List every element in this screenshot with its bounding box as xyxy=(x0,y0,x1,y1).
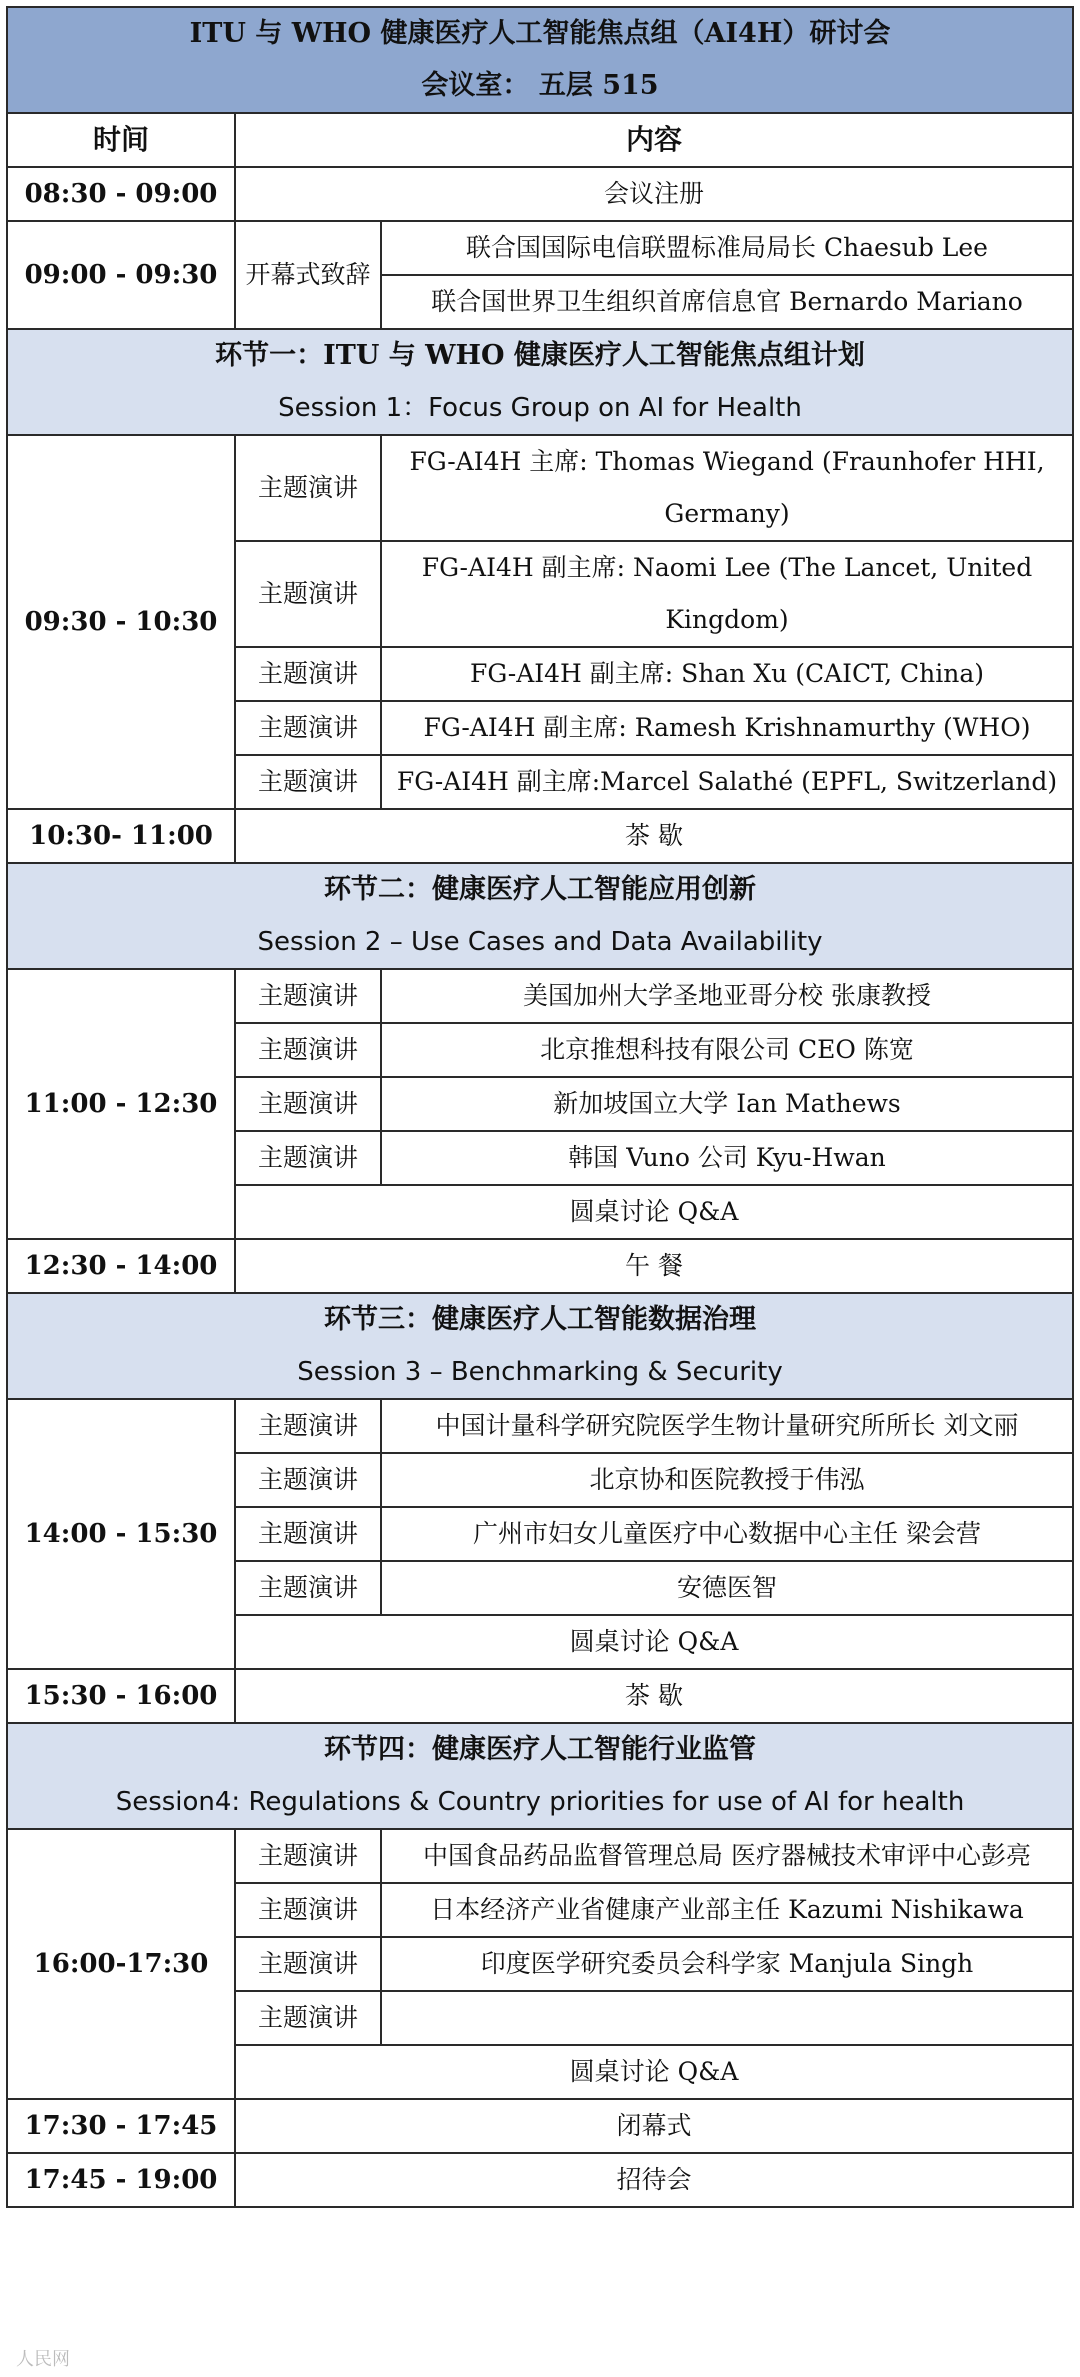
section-header xyxy=(7,863,1073,969)
role-cell: 主题演讲 xyxy=(235,541,381,647)
room-label: 会议室： 五层 515 xyxy=(421,70,659,101)
speaker-cell: 中国食品药品监督管理总局 医疗器械技术审评中心彭亮 xyxy=(381,1829,1073,1883)
time-cell: 10:30- 11:00 xyxy=(7,809,235,863)
table-row xyxy=(7,2153,1073,2207)
section-header xyxy=(7,329,1073,435)
table-row xyxy=(7,1239,1073,1293)
section-title-zh: 环节四：健康医疗人工智能行业监管 xyxy=(324,1734,756,1765)
role-cell: 主题演讲 xyxy=(235,1883,381,1937)
time-cell: 11:00 - 12:30 xyxy=(7,969,235,1239)
section-header xyxy=(7,1293,1073,1399)
section-title-zh: 环节二：健康医疗人工智能应用创新 xyxy=(324,874,756,905)
content-cell: 招待会 xyxy=(235,2153,1073,2207)
role-cell: 主题演讲 xyxy=(235,755,381,809)
speaker-cell: FG-AI4H 副主席: Ramesh Krishnamurthy (WHO) xyxy=(381,701,1073,755)
section-row xyxy=(7,1293,1073,1399)
speaker-cell: FG-AI4H 副主席:Marcel Salathé (EPFL, Switzerland) xyxy=(381,755,1073,809)
content-cell: 茶 歇 xyxy=(235,809,1073,863)
table-row xyxy=(7,1669,1073,1723)
speaker-cell: 广州市妇女儿童医疗中心数据中心主任 梁会营 xyxy=(381,1507,1073,1561)
time-cell: 12:30 - 14:00 xyxy=(7,1239,235,1293)
table-row xyxy=(7,221,1073,275)
speaker-cell: FG-AI4H 主席: Thomas Wiegand (Fraunhofer HHI, Germany) xyxy=(381,435,1073,541)
table-row xyxy=(7,1829,1073,1883)
content-cell: 午 餐 xyxy=(235,1239,1073,1293)
speaker-cell xyxy=(381,1991,1073,2045)
time-cell: 16:00-17:30 xyxy=(7,1829,235,2099)
role-cell: 主题演讲 xyxy=(235,1131,381,1185)
section-title-en: Session 1：Focus Group on AI for Health xyxy=(278,393,802,423)
section-row xyxy=(7,1723,1073,1829)
speaker-cell: 美国加州大学圣地亚哥分校 张康教授 xyxy=(381,969,1073,1023)
role-cell: 主题演讲 xyxy=(235,1937,381,1991)
roundtable-cell: 圆桌讨论 Q&A xyxy=(235,1615,1073,1669)
time-cell: 08:30 - 09:00 xyxy=(7,167,235,221)
table-title xyxy=(7,7,1073,113)
time-column-header: 时间 xyxy=(7,113,235,167)
table-row xyxy=(7,435,1073,541)
speaker-cell: 印度医学研究委员会科学家 Manjula Singh xyxy=(381,1937,1073,1991)
section-title-zh: 环节三：健康医疗人工智能数据治理 xyxy=(324,1304,756,1335)
column-header-row xyxy=(7,113,1073,167)
section-title-en: Session 2 – Use Cases and Data Availability xyxy=(257,927,823,957)
time-cell: 17:30 - 17:45 xyxy=(7,2099,235,2153)
table-row xyxy=(7,1399,1073,1453)
speaker-cell: 新加坡国立大学 Ian Mathews xyxy=(381,1077,1073,1131)
speaker-cell: 北京推想科技有限公司 CEO 陈宽 xyxy=(381,1023,1073,1077)
time-cell: 14:00 - 15:30 xyxy=(7,1399,235,1669)
role-cell: 主题演讲 xyxy=(235,1991,381,2045)
speaker-cell: 安德医智 xyxy=(381,1561,1073,1615)
role-cell: 主题演讲 xyxy=(235,1399,381,1453)
roundtable-cell: 圆桌讨论 Q&A xyxy=(235,2045,1073,2099)
table-row xyxy=(7,2099,1073,2153)
section-header xyxy=(7,1723,1073,1829)
speaker-cell: 中国计量科学研究院医学生物计量研究所所长 刘文丽 xyxy=(381,1399,1073,1453)
speaker-cell: 联合国国际电信联盟标准局局长 Chaesub Lee xyxy=(381,221,1073,275)
section-title-zh: 环节一：ITU 与 WHO 健康医疗人工智能焦点组计划 xyxy=(215,340,865,371)
section-row xyxy=(7,329,1073,435)
content-column-header: 内容 xyxy=(235,113,1073,167)
speaker-cell: FG-AI4H 副主席: Shan Xu (CAICT, China) xyxy=(381,647,1073,701)
time-cell: 09:00 - 09:30 xyxy=(7,221,235,329)
speaker-cell: 韩国 Vuno 公司 Kyu-Hwan xyxy=(381,1131,1073,1185)
time-cell: 17:45 - 19:00 xyxy=(7,2153,235,2207)
schedule-page xyxy=(6,6,1072,2208)
role-cell: 主题演讲 xyxy=(235,1829,381,1883)
speaker-cell: FG-AI4H 副主席: Naomi Lee (The Lancet, United Kingdom) xyxy=(381,541,1073,647)
roundtable-cell: 圆桌讨论 Q&A xyxy=(235,1185,1073,1239)
event-title: ITU 与 WHO 健康医疗人工智能焦点组（AI4H）研讨会 xyxy=(189,18,891,49)
role-cell: 主题演讲 xyxy=(235,701,381,755)
section-title-en: Session 3 – Benchmarking & Security xyxy=(297,1357,783,1387)
watermark: 人民网 xyxy=(16,2349,70,2370)
content-cell: 茶 歇 xyxy=(235,1669,1073,1723)
section-title-en: Session4: Regulations & Country priorities for use of AI for health xyxy=(115,1787,965,1817)
role-cell: 主题演讲 xyxy=(235,435,381,541)
role-cell: 主题演讲 xyxy=(235,1453,381,1507)
speaker-cell: 联合国世界卫生组织首席信息官 Bernardo Mariano xyxy=(381,275,1073,329)
schedule-table xyxy=(6,6,1074,2208)
time-cell: 15:30 - 16:00 xyxy=(7,1669,235,1723)
role-cell: 主题演讲 xyxy=(235,1023,381,1077)
role-cell: 主题演讲 xyxy=(235,647,381,701)
content-cell: 会议注册 xyxy=(235,167,1073,221)
table-row xyxy=(7,969,1073,1023)
section-row xyxy=(7,863,1073,969)
speaker-cell: 日本经济产业省健康产业部主任 Kazumi Nishikawa xyxy=(381,1883,1073,1937)
role-cell: 主题演讲 xyxy=(235,1077,381,1131)
role-cell: 主题演讲 xyxy=(235,1561,381,1615)
role-cell: 开幕式致辞 xyxy=(235,221,381,329)
role-cell: 主题演讲 xyxy=(235,1507,381,1561)
content-cell: 闭幕式 xyxy=(235,2099,1073,2153)
header-row xyxy=(7,7,1073,113)
time-cell: 09:30 - 10:30 xyxy=(7,435,235,809)
speaker-cell: 北京协和医院教授于伟泓 xyxy=(381,1453,1073,1507)
table-row xyxy=(7,167,1073,221)
role-cell: 主题演讲 xyxy=(235,969,381,1023)
table-row xyxy=(7,809,1073,863)
